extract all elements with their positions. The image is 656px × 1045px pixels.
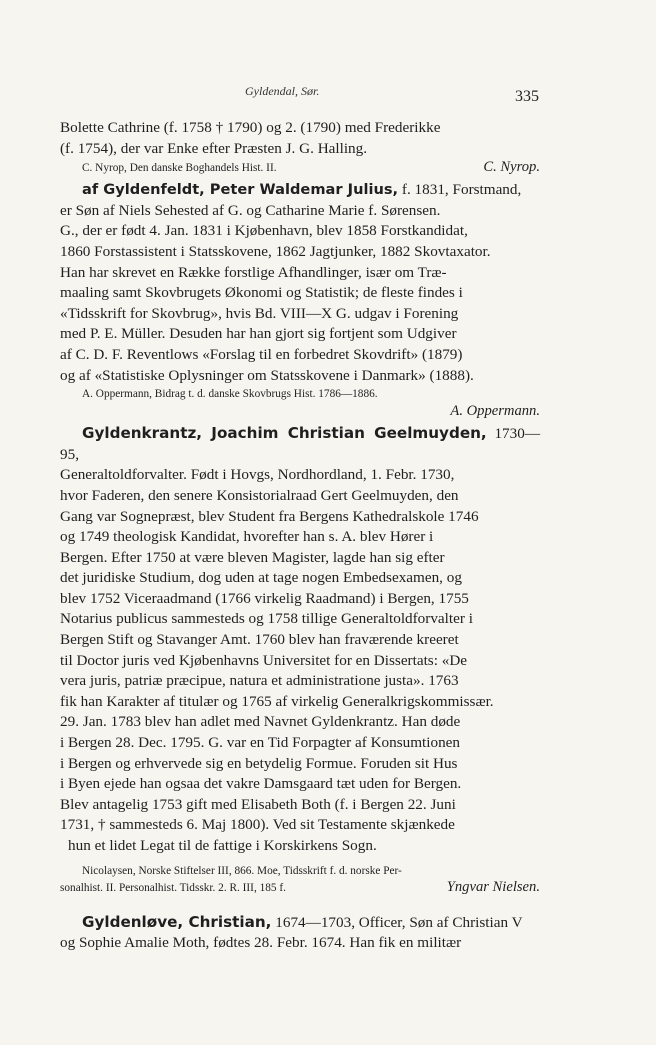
citation: Nicolaysen, Norske Stiftelser III, 866. Moe, Tidsskrift f. d. norske Per- [82,864,402,877]
body-line: maaling samt Skovbrugets Økonomi og Statistik; de fleste findes i [60,284,463,302]
body-line: Bolette Cathrine (f. 1758 † 1790) og 2. (1790) med Frederikke [60,119,441,136]
body-line: er Søn af Niels Sehested af G. og Catharine Marie f. Sørensen. [60,201,441,219]
body-line: det juridiske Studium, dog uden at tage nogen Embedsexamen, og [60,569,462,587]
body-text: 1730—95, [60,425,541,463]
body-line: i Bergen 28. Dec. 1795. G. var en Tid Forpagter af Konsumtionen [60,734,461,752]
citation: sonalhist. II. Personalhist. Tidsskr. 2. R. III, 185 f. [60,881,286,894]
headword: af Gyldenfeldt, Peter Waldemar Julius, [82,181,399,199]
body-text: f. 1831, Forstmand, [398,181,522,199]
body-line: af C. D. F. Reventlows «Forslag til en forbedret Skovdrift» (1879) [60,345,463,363]
entry-first-line [60,912,540,934]
body-line: G., der er født 4. Jan. 1831 i Kjøbenhavn, blev 1858 Forstkandidat, [60,222,468,240]
body-line: i Byen ejede han ogsaa det vakre Damsgaard tæt uden for Bergen. [60,775,462,793]
body-text: 1674—1703, Officer, Søn af Christian V [271,913,523,931]
entry-first-line [60,180,540,201]
citation: C. Nyrop, Den danske Boghandels Hist. II. [82,162,277,175]
citation: A. Oppermann, Bidrag t. d. danske Skovbrugs Hist. 1786—1886. [82,388,378,401]
body-line: og 1749 theologisk Kandidat, hvorefter han s. A. blev Hører i [60,528,434,546]
body-line: Gang var Sognepræst, blev Student fra Bergens Kathedralskole 1746 [60,507,479,525]
body-line: hun et lidet Legat til de fattige i Korskirkens Sogn. [68,837,377,854]
body-line: Han har skrevet en Række forstlige Afhandlinger, især om Træ- [60,263,447,281]
page-text [60,118,540,954]
body-line: (f. 1754), der var Enke efter Præsten J. G. Halling. [60,139,368,157]
body-line: 1731, † sammesteds 6. Maj 1800). Ved sit Testamente skjænkede [60,816,455,834]
body-line: blev 1752 Viceraadmand (1766 virkelig Raadmand) i Bergen, 1755 [60,589,469,607]
author-signature: A. Oppermann. [450,403,540,420]
body-line: til Doctor juris ved Kjøbenhavns Universitet for en Dissertats: «De [60,651,468,669]
body-line: 1860 Forstassistent i Statsskovene, 1862 Jagtjunker, 1882 Skovtaxator. [60,242,491,260]
body-line: Blev antagelig 1753 gift med Elisabeth Both (f. i Bergen 22. Juni [60,795,456,813]
citation-line [60,159,540,176]
body-line: og af «Statistiske Oplysninger om Statsskovene i Danmark» (1888). [60,366,474,384]
body-line: fik han Karakter af titulær og 1765 af virkelig Generalkrigskommissær. [60,692,494,710]
citation-line [60,879,540,896]
body-line: «Tidsskrift for Skovbrug», hvis Bd. VIII—X G. udgav i Forening [60,304,459,322]
body-line: Bergen. Efter 1750 at være bleven Magister, lagde han sig efter [60,548,445,566]
headword: Gyldenkrantz, Joachim Christian Geelmuyden, [82,424,487,443]
body-line: Generaltoldforvalter. Født i Hovgs, Nordhordland, 1. Febr. 1730, [60,466,455,484]
body-line: med P. E. Müller. Desuden har han gjort sig fortjent som Udgiver [60,325,457,343]
entry-first-line [60,423,540,465]
running-head: Gyldendal, Sør. [245,84,320,98]
author-signature: Yngvar Nielsen. [446,878,540,895]
author-signature: C. Nyrop. [483,159,540,176]
spacer [60,896,540,912]
body-line: 29. Jan. 1783 blev han adlet med Navnet Gyldenkrantz. Han døde [60,713,461,731]
body-line: i Bergen og erhvervede sig en betydelig Formue. Foruden sit Hus [60,754,458,772]
body-line: og Sophie Amalie Moth, fødtes 28. Febr. 1674. Han fik en militær [60,934,462,952]
body-line: Notarius publicus sammesteds og 1758 tillige Generaltoldforvalter i [60,610,473,628]
body-line: hvor Faderen, den senere Konsistorialraad Gert Geelmuyden, den [60,486,459,504]
headword: Gyldenløve, Christian, [82,912,272,931]
body-line: Bergen Stift og Stavanger Amt. 1760 blev han fraværende kreeret [60,631,459,649]
body-line: vera juris, patriæ præcipue, natura et administratione justa». 1763 [60,672,459,690]
page-number: 335 [515,88,539,105]
